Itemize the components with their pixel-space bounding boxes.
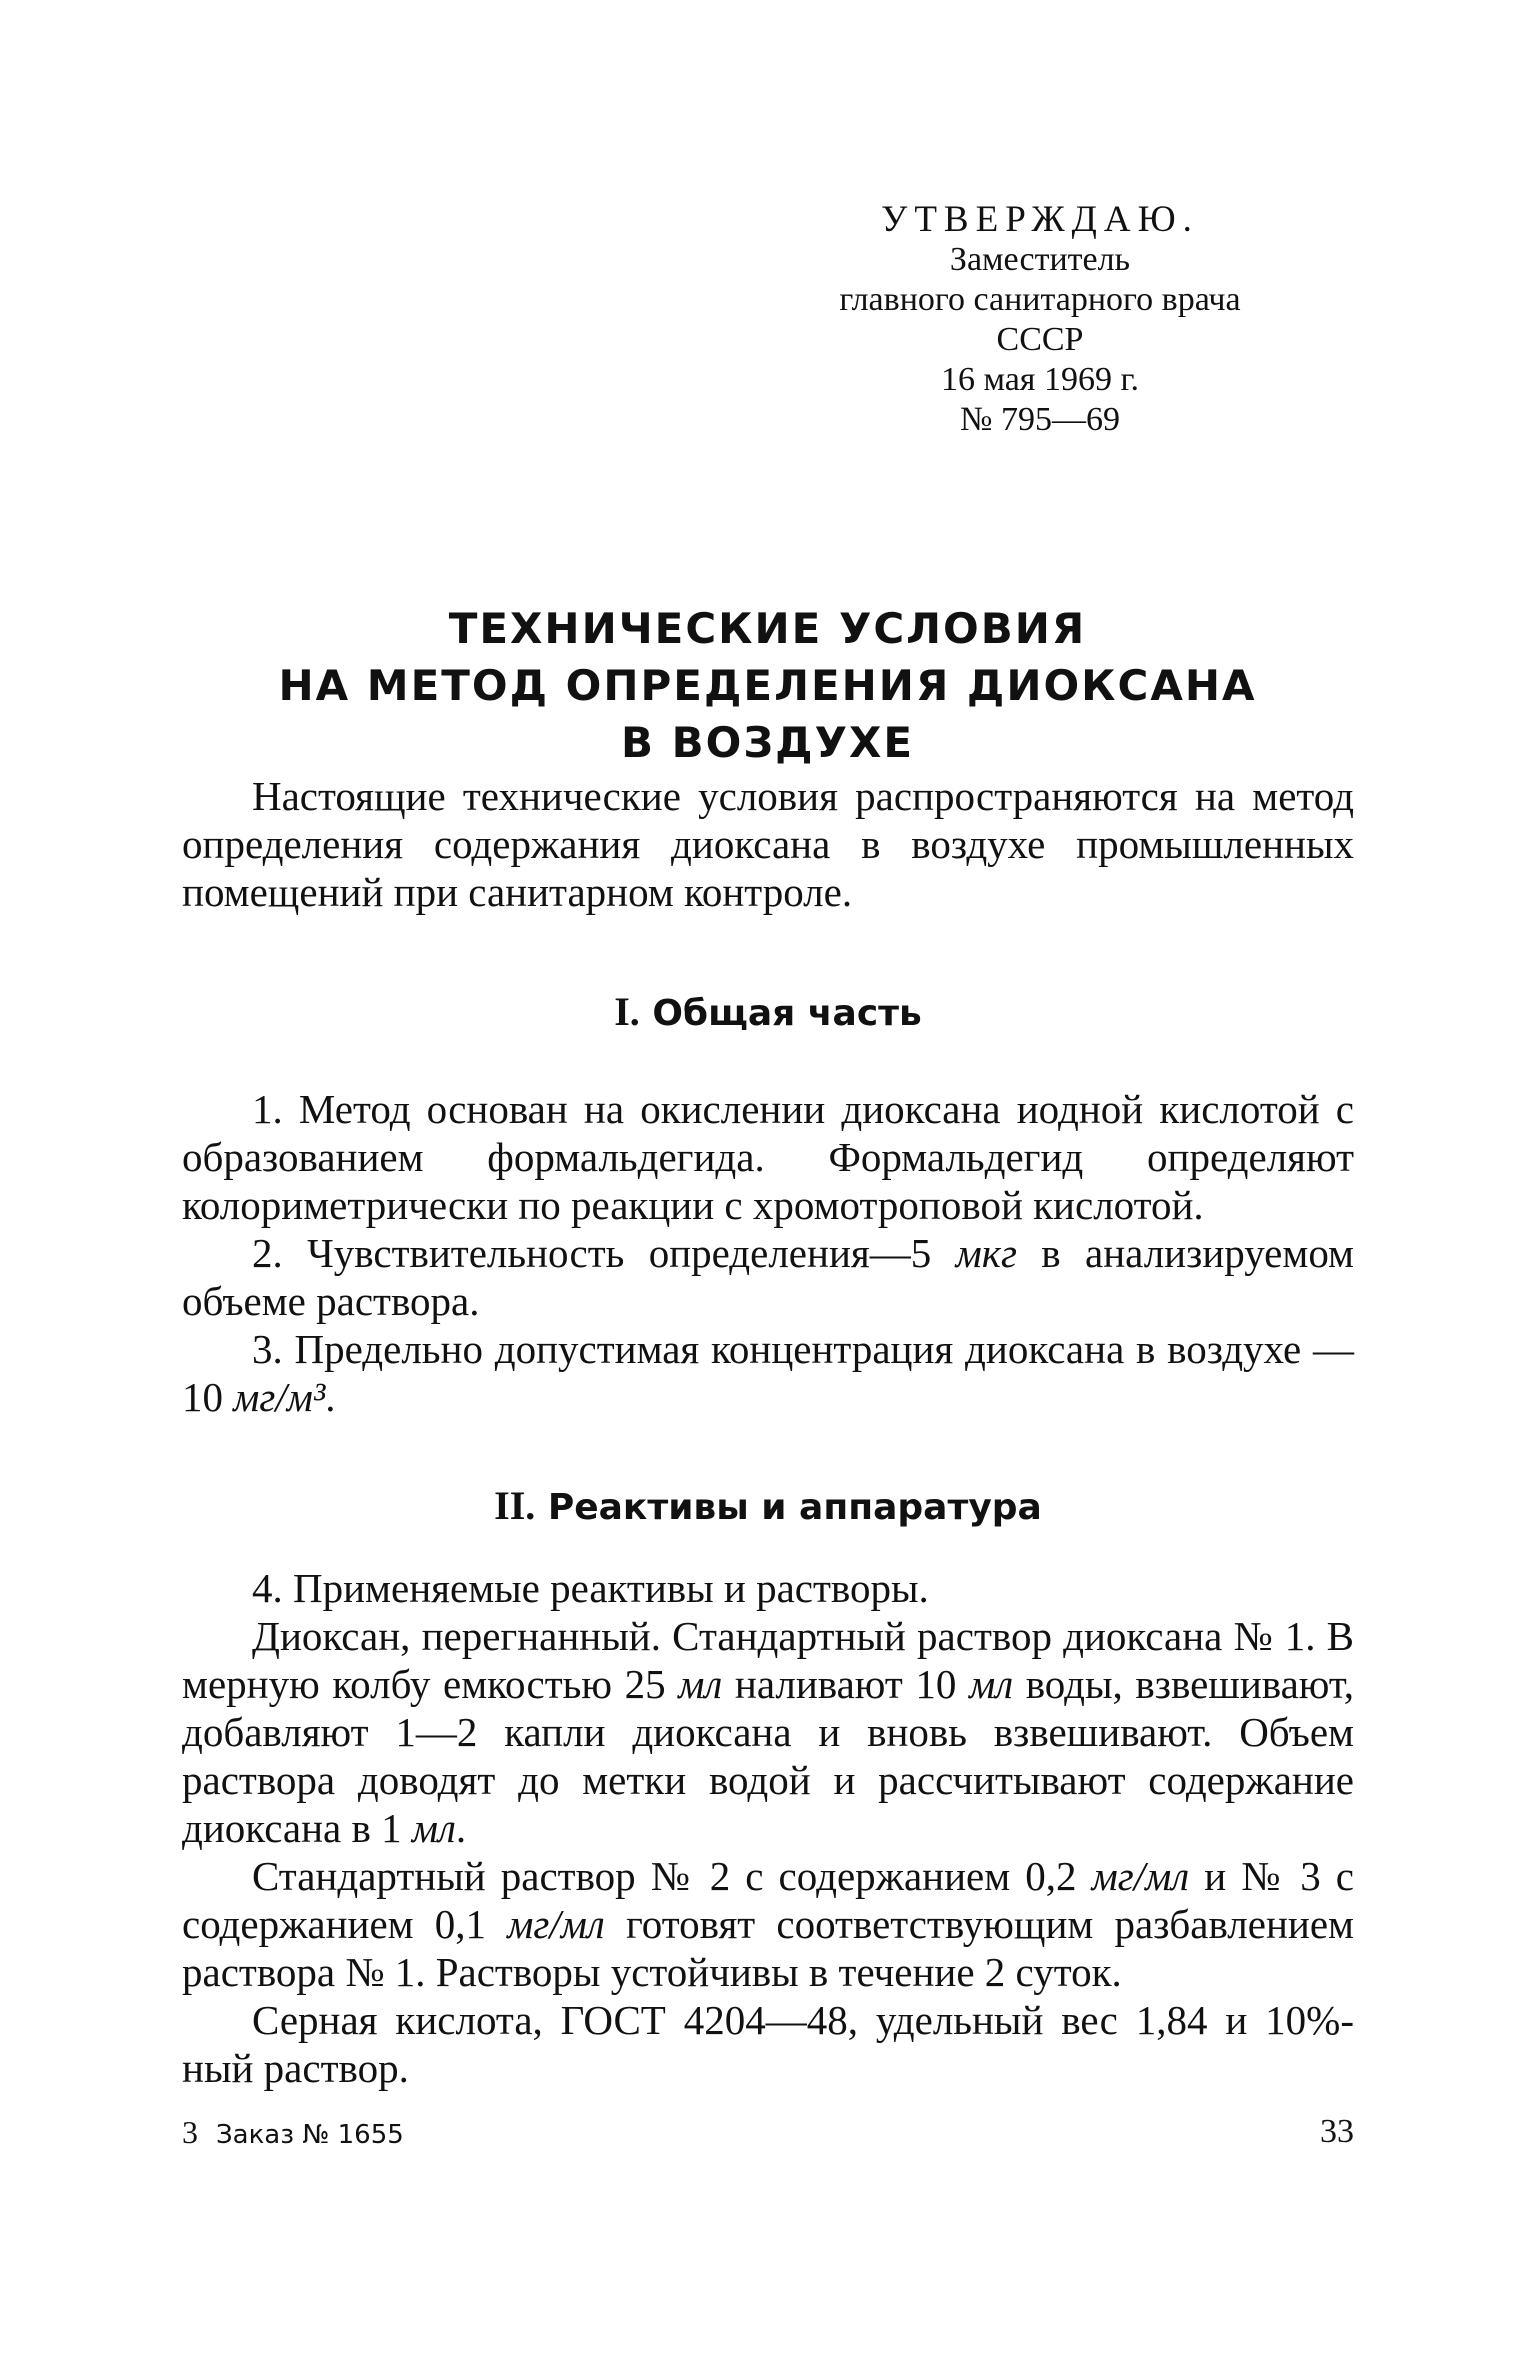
- paragraph-5: [182, 1612, 1354, 1852]
- approval-block: [780, 200, 1300, 440]
- unit-mg-ml-1: мг/мл: [1091, 1853, 1190, 1899]
- footer-order: [182, 2112, 404, 2155]
- title-line-2: НА МЕТОД ОПРЕДЕЛЕНИЯ ДИОКСАНА: [278, 661, 1257, 710]
- unit-mg-ml-2: мг/мл: [507, 1901, 605, 1947]
- paragraph-4: 4. Применяемые реактивы и растворы.: [252, 1565, 929, 1611]
- paragraph-1: 1. Метод основан на окислении диоксана иодной кислотой с образованием формальдегида. Формальдегид определяют колориметрически по реакции с хромотроповой кислотой.: [182, 1086, 1354, 1228]
- page-footer: [182, 2112, 1354, 2152]
- unit-ml-3: мл: [411, 1805, 456, 1851]
- section-2-heading: [182, 1484, 1354, 1530]
- unit-mg-m3: мг/м³: [233, 1374, 326, 1420]
- section-1-title: Общая часть: [652, 993, 922, 1034]
- section-2-title: Реактивы и аппаратура: [547, 1487, 1042, 1528]
- paragraph-6: [182, 1852, 1354, 1996]
- approval-office: главного санитарного врача: [839, 281, 1241, 318]
- section-1-number: I.: [614, 989, 640, 1034]
- paragraph-3-text: 3. Предельно допустимая концентрация диоксана в воздухе — 10: [182, 1326, 1354, 1420]
- paragraph-6-text-b: и № 3 с содержанием 0,1: [182, 1853, 1354, 1947]
- paragraph-7: Серная кислота, ГОСТ 4204—48, удельный вес 1,84 и 10%-ный раствор.: [182, 1997, 1354, 2091]
- paragraph-5-text-c: воды, взвешивают, добавляют 1—2 капли диоксана и вновь взвешивают. Объем раствора доводят до метки водой и рассчитывают содержание диоксана в 1: [182, 1661, 1354, 1851]
- paragraph-3-text-end: .: [325, 1374, 336, 1420]
- section-2-body: [182, 1564, 1354, 2092]
- paragraph-6-text-a: Стандартный раствор № 2 с содержанием 0,2: [252, 1853, 1092, 1899]
- unit-ml-1: мл: [678, 1661, 723, 1707]
- approval-country: СССР: [996, 321, 1084, 358]
- section-2-number: II.: [494, 1483, 536, 1528]
- paragraph-2: [182, 1229, 1354, 1325]
- unit-ml-2: мл: [969, 1661, 1014, 1707]
- title-line-3: В ВОЗДУХЕ: [620, 718, 915, 767]
- paragraph-3: [182, 1325, 1354, 1421]
- title-line-1: ТЕХНИЧЕСКИЕ УСЛОВИЯ: [448, 604, 1087, 653]
- paragraph-2-text: 2. Чувствительность определения—5: [252, 1230, 956, 1276]
- approval-date: 16 мая 1969 г.: [940, 361, 1140, 398]
- paragraph-5-text-d: .: [455, 1805, 467, 1851]
- paragraph-6-text-c: готовят соответствующим разбавлением раствора № 1. Растворы устойчивы в течение 2 суток.: [182, 1901, 1354, 1995]
- unit-mkg: мкг: [955, 1230, 1017, 1276]
- signature-mark: 3: [182, 2114, 198, 2150]
- document-title: [180, 600, 1355, 771]
- section-1-body: [182, 1085, 1354, 1421]
- intro-paragraph: Настоящие технические условия распространяются на метод определения содержания диоксана в воздухе промышленных помещений при санитарном контроле.: [182, 773, 1354, 915]
- paragraph-2-text-end: в анализируемом объеме раствора.: [182, 1230, 1354, 1324]
- paragraph-5-text-b: наливают 10: [722, 1661, 970, 1707]
- section-1-heading: [182, 990, 1354, 1036]
- paragraph-5-text-a: Диоксан, перегнанный. Стандартный раствор диоксана № 1. В мерную колбу емкостью 25: [182, 1613, 1354, 1707]
- intro-block: [182, 772, 1354, 916]
- page-number: 33: [1320, 2113, 1354, 2150]
- approval-heading: УТВЕРЖДАЮ.: [881, 199, 1199, 240]
- approval-number: № 795—69: [960, 401, 1120, 438]
- order-number: Заказ № 1655: [216, 2120, 404, 2150]
- approval-position: Заместитель: [949, 241, 1131, 278]
